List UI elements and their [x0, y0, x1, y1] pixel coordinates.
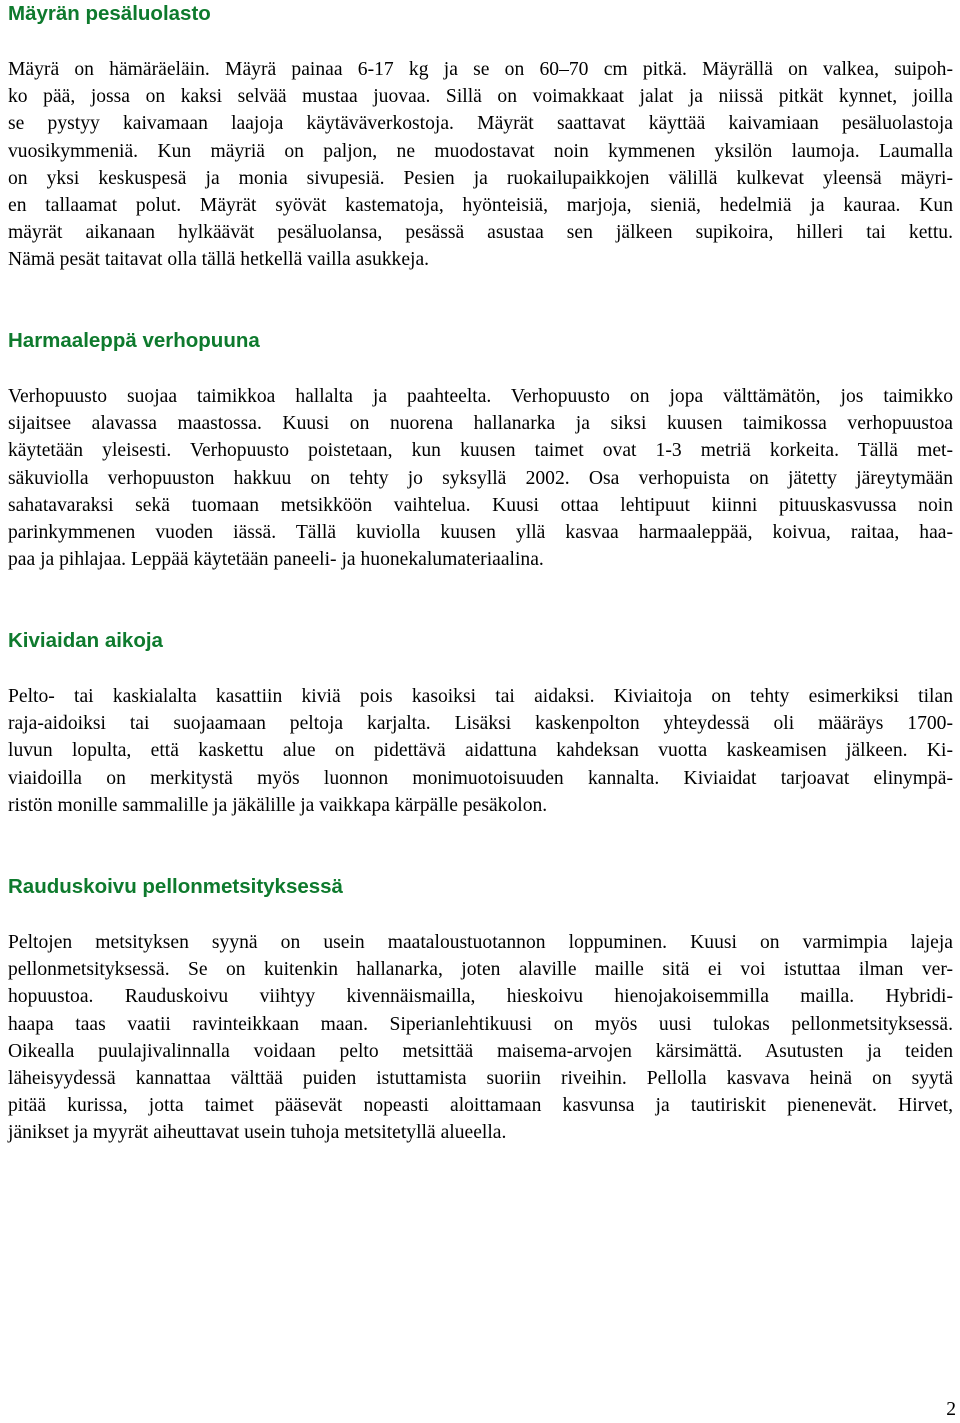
paragraph-line: jänikset ja myyrät aiheuttavat usein tuhoja metsitetyllä alueella.: [8, 1122, 507, 1144]
section-paragraph: [8, 56, 953, 274]
page-number: 2: [946, 1399, 956, 1420]
paragraph-line: pitää kurissa, jotta taimet pääsevät nopeasti aloittamaan kasvunsa ja tautiriskit pienenevät. Hirvet,: [8, 1095, 953, 1117]
section-mayran-pesaluolasto: [8, 0, 953, 274]
paragraph-line: paa ja pihlajaa. Leppää käytetään paneeli- ja huonekalumateriaalina.: [8, 549, 544, 571]
paragraph-line: sijaitsee alavassa maastossa. Kuusi on nuorena hallanarka ja siksi kuusen taimikossa verhopuustoa: [8, 413, 953, 435]
paragraph-line: käytetään yleisesti. Verhopuusto poistetaan, kun kuusen taimet ovat 1-3 metriä korkeita. Tällä met-: [8, 440, 953, 462]
paragraph-line: luvun lopulta, että kaskettu alue on pidettävä aidattuna kahdeksan vuotta kaskeamisen jälkeen. Ki-: [8, 740, 953, 762]
section-heading: Kiviaidan aikoja: [8, 629, 163, 652]
section-heading: Rauduskoivu pellonmetsityksessä: [8, 875, 343, 898]
section-paragraph: [8, 683, 953, 819]
paragraph-line: mäyrät aikanaan hylkäävät pesäluolansa, pesässä asustaa sen jälkeen supikoira, hilleri tai kettu.: [8, 222, 953, 244]
section-harmaaleppa-verhopuuna: [8, 327, 953, 573]
section-paragraph: [8, 383, 953, 573]
section-heading: Mäyrän pesäluolasto: [8, 2, 211, 25]
paragraph-line: ko pää, jossa on kaksi selvää mustaa juovaa. Sillä on voimakkaat jalat ja niissä pitkät kynnet, joilla: [8, 86, 953, 108]
paragraph-line: se pystyy kaivamaan laajoja käytäväverkostoja. Mäyrät saattavat käyttää kaivamiaan pesäluolastoja: [8, 113, 953, 135]
section-heading: Harmaaleppä verhopuuna: [8, 329, 260, 352]
section-kiviaidan-aikoja: [8, 627, 953, 819]
paragraph-line: hopuustoa. Rauduskoivu viihtyy kivennäismailla, hieskoivu hienojakoisemmilla mailla. Hybridi-: [8, 986, 953, 1008]
section-paragraph: [8, 929, 953, 1147]
paragraph-line: viaidoilla on merkitystä myös luonnon monimuotoisuuden kannalta. Kiviaidat tarjoavat elinympä-: [8, 767, 953, 789]
paragraph-line: vuosikymmeniä. Kun mäyriä on paljon, ne muodostavat noin kymmenen yksilön laumoja. Laumalla: [8, 140, 953, 162]
paragraph-line: Verhopuusto suojaa taimikkoa hallalta ja paahteelta. Verhopuusto on jopa välttämätön, jos taimikko: [8, 386, 953, 407]
paragraph-line: läheisyydessä kannattaa välttää puiden istuttamista suoriin riveihin. Pellolla kasvava heinä on syytä: [8, 1068, 953, 1090]
paragraph-line: raja-aidoiksi tai suojaamaan peltoja karjalta. Lisäksi kaskenpolton yhteydessä oli määräys 1700-: [8, 713, 953, 735]
paragraph-line: Peltojen metsityksen syynä on usein maataloustuotannon loppuminen. Kuusi on varmimpia lajeja: [8, 932, 953, 953]
paragraph-line: haapa taas vaatii ravinteikkaan maan. Siperianlehtikuusi on myös uusi tulokas pellonmetsityksessä.: [8, 1013, 953, 1035]
paragraph-line: Mäyrä on hämäräeläin. Mäyrä painaa 6-17 kg ja se on 60–70 cm pitkä. Mäyrällä on valkea, suipoh-: [8, 59, 953, 80]
paragraph-line: säkuviolla verhopuuston hakkuu on tehty jo syksyllä 2002. Osa verhopuista on jätetty järeytymään: [8, 467, 953, 489]
paragraph-line: en tallaamat polut. Mäyrät syövät kastematoja, hyönteisiä, marjoja, sieniä, hedelmiä ja kauraa. Kun: [8, 195, 953, 217]
paragraph-line: pellonmetsityksessä. Se on kuitenkin hallanarka, joten alaville maille sitä ei voi istuttaa ilman ver-: [8, 959, 953, 981]
paragraph-line: sahatavaraksi sekä tuomaan metsikköön vaihtelua. Kuusi ottaa lehtipuut kiinni pituuskasvussa noin: [8, 494, 953, 516]
paragraph-line: Nämä pesät taitavat olla tällä hetkellä vailla asukkeja.: [8, 249, 430, 271]
paragraph-line: parinkymmenen vuoden iässä. Tällä kuviolla kuusen yllä kasvaa harmaaleppää, koivua, raitaa, haa-: [8, 522, 953, 544]
paragraph-line: Oikealla puulajivalinnalla voidaan pelto metsittää maisema-arvojen kärsimättä. Asutusten ja teiden: [8, 1040, 953, 1062]
section-rauduskoivu-pellonmetsityksessa: [8, 873, 953, 1147]
paragraph-line: ristön monille sammalille ja jäkälille ja vaikkapa kärpälle pesäkolon.: [8, 794, 548, 816]
paragraph-line: Pelto- tai kaskialalta kasattiin kiviä pois kasoiksi tai aidaksi. Kiviaitoja on tehty esimerkiksi tilan: [8, 686, 953, 707]
paragraph-line: on yksi keskuspesä ja monia sivupesiä. Pesien ja ruokailupaikkojen välillä kulkevat yleensä mäyri-: [8, 167, 953, 189]
